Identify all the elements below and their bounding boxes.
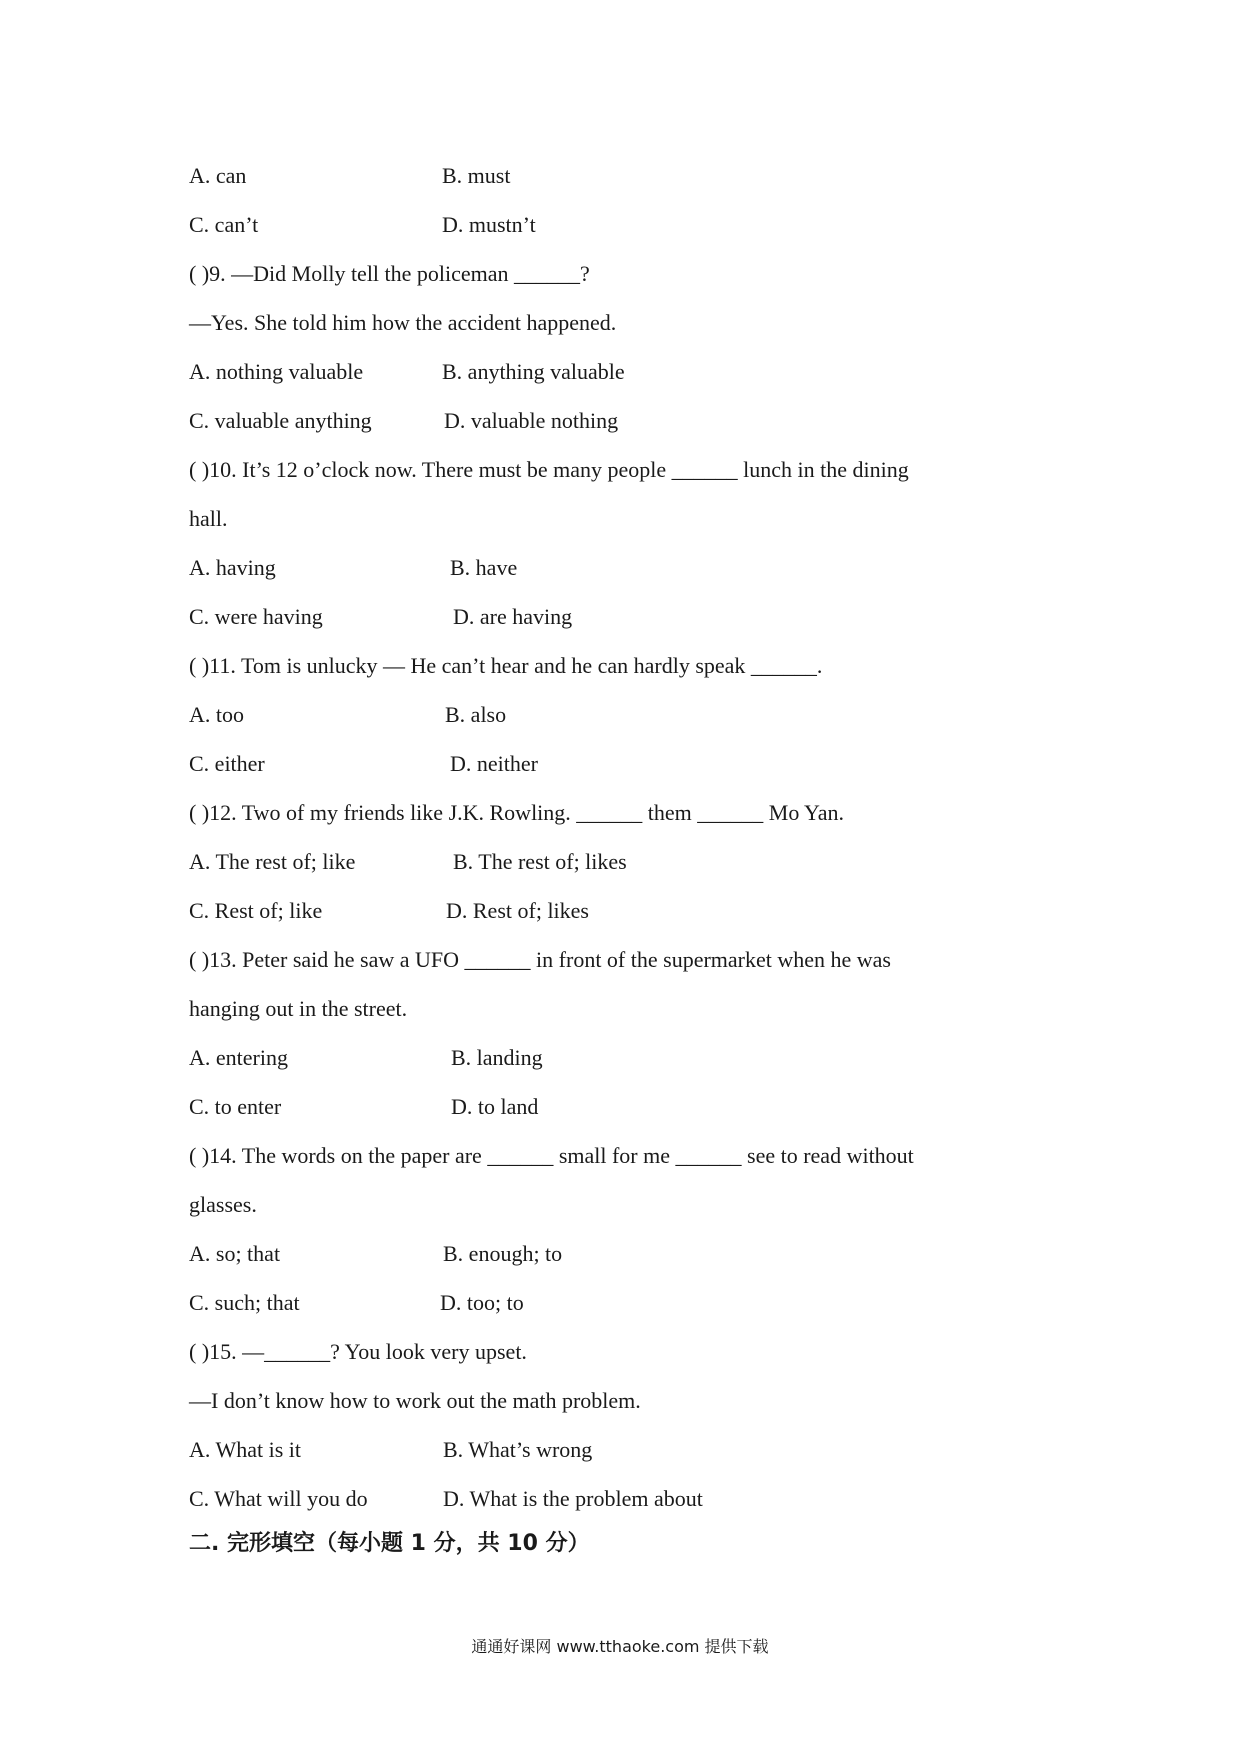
q14-option-d: D. too; to bbox=[440, 1290, 524, 1315]
q15-option-d: D. What is the problem about bbox=[443, 1486, 703, 1511]
q10-stem-continued: hall. bbox=[189, 506, 228, 531]
q10-option-c: C. were having bbox=[189, 604, 323, 629]
q11-option-b: B. also bbox=[445, 702, 507, 727]
q13-stem-continued: hanging out in the street. bbox=[189, 996, 408, 1021]
q9-stem: ( )9. —Did Molly tell the policeman ______? bbox=[189, 261, 590, 286]
q9-option-d: D. valuable nothing bbox=[444, 408, 619, 433]
q12-option-a: A. The rest of; like bbox=[189, 849, 356, 874]
q12-option-d: D. Rest of; likes bbox=[446, 898, 589, 923]
q15-stem: ( )15. —______? You look very upset. bbox=[189, 1339, 527, 1364]
q13-option-b: B. landing bbox=[451, 1045, 543, 1070]
q11-option-c: C. either bbox=[189, 751, 265, 776]
q10-option-a: A. having bbox=[189, 555, 276, 580]
q8-option-b: B. must bbox=[442, 163, 511, 188]
q10-option-d: D. are having bbox=[453, 604, 573, 629]
q12-stem: ( )12. Two of my friends like J.K. Rowling. ______ them ______ Mo Yan. bbox=[189, 800, 844, 825]
page-footer: 通通好课网 www.tthaoke.com 提供下载 bbox=[471, 1637, 769, 1656]
q14-option-a: A. so; that bbox=[189, 1241, 281, 1266]
q14-option-b: B. enough; to bbox=[443, 1241, 563, 1266]
q11-stem: ( )11. Tom is unlucky — He can’t hear and he can hardly speak ______. bbox=[189, 653, 823, 678]
q12-option-c: C. Rest of; like bbox=[189, 898, 323, 923]
q14-stem: ( )14. The words on the paper are ______ small for me ______ see to read without bbox=[189, 1143, 914, 1168]
q15-reply: —I don’t know how to work out the math problem. bbox=[189, 1388, 641, 1413]
q12-option-b: B. The rest of; likes bbox=[453, 849, 627, 874]
q8-option-a: A. can bbox=[189, 163, 247, 188]
q9-option-b: B. anything valuable bbox=[442, 359, 625, 384]
q13-option-c: C. to enter bbox=[189, 1094, 282, 1119]
q15-option-a: A. What is it bbox=[189, 1437, 302, 1462]
q14-stem-continued: glasses. bbox=[189, 1192, 257, 1217]
q14-option-c: C. such; that bbox=[189, 1290, 300, 1315]
q10-option-b: B. have bbox=[450, 555, 518, 580]
q13-option-a: A. entering bbox=[189, 1045, 288, 1070]
q8-option-d: D. mustn’t bbox=[442, 212, 536, 237]
q8-option-c: C. can’t bbox=[189, 212, 259, 237]
q9-reply: —Yes. She told him how the accident happened. bbox=[189, 310, 617, 335]
q9-option-a: A. nothing valuable bbox=[189, 359, 364, 384]
q13-option-d: D. to land bbox=[451, 1094, 539, 1119]
q11-option-a: A. too bbox=[189, 702, 244, 727]
q10-stem: ( )10. It’s 12 o’clock now. There must be many people ______ lunch in the dining bbox=[189, 457, 909, 482]
q13-stem: ( )13. Peter said he saw a UFO ______ in front of the supermarket when he was bbox=[189, 947, 891, 972]
section-2-title: 二. 完形填空（每小题 1 分，共 10 分） bbox=[189, 1531, 590, 1556]
q15-option-c: C. What will you do bbox=[189, 1486, 368, 1511]
q11-option-d: D. neither bbox=[450, 751, 538, 776]
q15-option-b: B. What’s wrong bbox=[443, 1437, 593, 1462]
q9-option-c: C. valuable anything bbox=[189, 408, 372, 433]
